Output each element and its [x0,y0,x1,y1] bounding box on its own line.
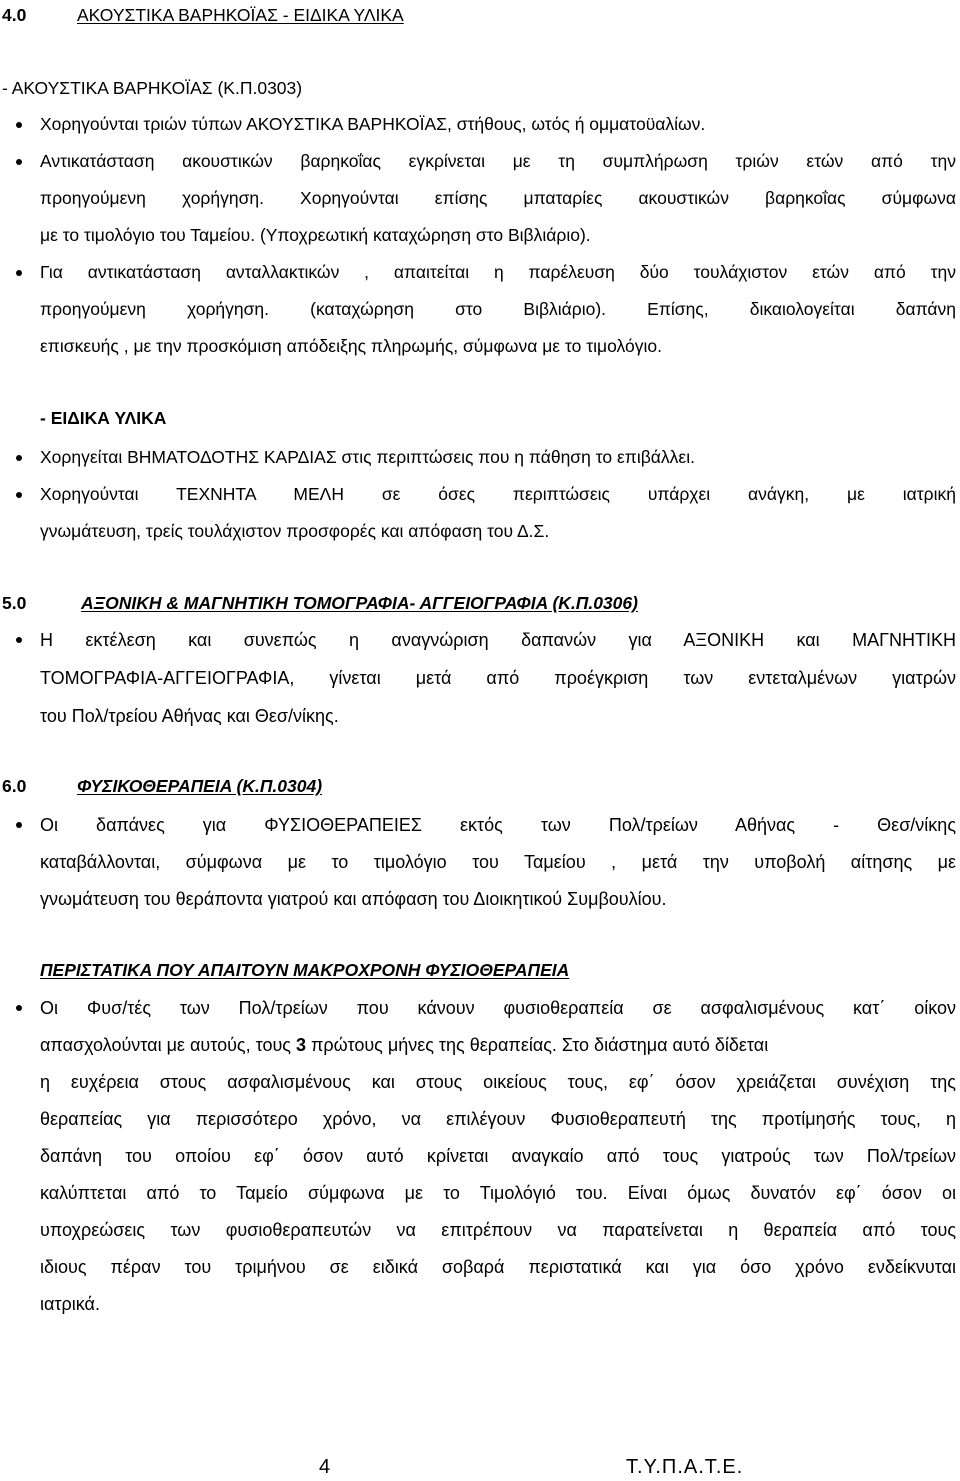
paragraph-line: Οι Φυσ/τές των Πολ/τρείων που κάνουν φυσιοθεραπεία σε ασφαλισμένους κατ΄ οίκον [40,998,956,1018]
paragraph-line: δαπάνη του οποίου εφ΄ όσον αυτό κρίνεται αναγκαίο από τους γιατρούς των Πολ/τρείων [40,1146,956,1166]
paragraph-line: Η εκτέλεση και συνεπώς η αναγνώριση δαπανών για ΑΞΟΝΙΚΗ και ΜΑΓΝΗΤΙΚΗ [40,630,956,650]
section-number: 4.0 [2,5,27,25]
bullet-icon [16,822,22,828]
paragraph-line: του Πολ/τρείου Αθήνας και Θεσ/νίκης. [40,706,339,726]
paragraph-line: προηγούμενη χορήγηση. (καταχώρηση στο Βιβλιάριο). Επίσης, δικαιολογείται δαπάνη [40,299,956,319]
paragraph-line: θεραπείας για περισσότερο χρόνο, να επιλέγουν Φυσιοθεραπευτή της προτίμησής τους, η [40,1109,956,1129]
footer-organization: Τ.Υ.Π.Α.Τ.Ε. [626,1456,744,1478]
bullet-icon [16,455,22,461]
bullet-icon [16,159,22,165]
paragraph-text: απασχολούνται με αυτούς, τους [40,1035,296,1055]
paragraph-line: Χορηγούνται τριών τύπων ΑΚΟΥΣΤΙΚΑ ΒΑΡΗΚΟΪΑΣ, στήθους, ωτός ή ομματοϋαλίων. [40,114,706,134]
bullet-icon [16,492,22,498]
section-number: 5.0 [2,593,27,613]
paragraph-line: με το τιμολόγιο του Ταμείου. (Υποχρεωτική καταχώρηση στο Βιβλιάριο). [40,225,591,245]
paragraph-line: η ευχέρεια στους ασφαλισμένους και στους οικείους τους, εφ΄ όσον χρειάζεται συνέχιση της [40,1072,956,1092]
months-number: 3 [295,1035,306,1055]
page-number: 4 [319,1456,331,1478]
paragraph-line [40,1036,768,1054]
paragraph-line: ιδιους πέραν του τριμήνου σε ειδικά σοβαρά περιστατικά και για όσο χρόνο ενδείκνυται [40,1257,956,1277]
paragraph-line: προηγούμενη χορήγηση. Χορηγούνται επίσης μπαταρίες ακουστικών βαρηκοΐας σύμφωνα [40,188,956,208]
subheading: - ΑΚΟΥΣΤΙΚΑ ΒΑΡΗΚΟΪΑΣ (Κ.Π.0303) [2,78,303,98]
paragraph-line: Αντικατάσταση ακουστικών βαρηκοΐας εγκρίνεται με τη συμπλήρωση τριών ετών από την [40,151,956,171]
paragraph-line: καταβάλλονται, σύμφωνα με το τιμολόγιο του Ταμείου , μετά την υποβολή αίτησης με [40,852,956,872]
paragraph-line: Για αντικατάσταση ανταλλακτικών , απαιτείται η παρέλευση δύο τουλάχιστον ετών από την [40,262,956,282]
paragraph-line: Χορηγείται ΒΗΜΑΤΟΔΟΤΗΣ ΚΑΡΔΙΑΣ στις περιπτώσεις που η πάθηση το επιβάλλει. [40,447,695,467]
paragraph-line: Οι δαπάνες για ΦΥΣΙΟΘΕΡΑΠΕΙΕΣ εκτός των Πολ/τρείων Αθήνας - Θεσ/νίκης [40,815,956,835]
section-title: ΦΥΣΙΚΟΘΕΡΑΠΕΙΑ (Κ.Π.0304) [77,776,323,796]
paragraph-line: ιατρικά. [40,1294,100,1314]
subheading: - ΕΙΔΙΚΑ ΥΛΙΚΑ [40,408,167,428]
paragraph-line: επισκευής , με την προσκόμιση απόδειξης πληρωμής, σύμφωνα με το τιμολόγιο. [40,336,662,356]
paragraph-text: πρώτους μήνες της θεραπείας. Στο διάστημα αυτό δίδεται [306,1035,769,1055]
bullet-icon [16,637,22,643]
paragraph-line: Χορηγούνται ΤΕΧΝΗΤΑ ΜΕΛΗ σε όσες περιπτώσεις υπάρχει ανάγκη, με ιατρική [40,484,956,504]
bullet-icon [16,122,22,128]
bullet-icon [16,1005,22,1011]
bullet-icon [16,270,22,276]
paragraph-line: γνωμάτευση του θεράποντα γιατρού και απόφαση του Διοικητικού Συμβουλίου. [40,889,667,909]
paragraph-line: υποχρεώσεις των φυσιοθεραπευτών να επιτρέπουν να παρατείνεται η θεραπεία από τους [40,1220,956,1240]
paragraph-line: γνωμάτευση, τρείς τουλάχιστον προσφορές και απόφαση του Δ.Σ. [40,521,550,541]
section-title: ΑΚΟΥΣΤΙΚΑ ΒΑΡΗΚΟΪΑΣ - ΕΙΔΙΚΑ ΥΛΙΚΑ [77,5,404,25]
paragraph-line: ΤΟΜΟΓΡΑΦΙΑ-ΑΓΓΕΙΟΓΡΑΦΙΑ, γίνεται μετά από προέγκριση των εντεταλμένων γιατρών [40,668,956,688]
section-title: ΑΞΟΝΙΚΗ & ΜΑΓΝΗΤΙΚΗ ΤΟΜΟΓΡΑΦΙΑ- ΑΓΓΕΙΟΓΡΑΦΙΑ (Κ.Π.0306) [81,593,638,613]
subheading: ΠΕΡΙΣΤΑΤΙΚΑ ΠΟΥ ΑΠΑΙΤΟΥΝ ΜΑΚΡΟΧΡΟΝΗ ΦΥΣΙΟΘΕΡΑΠΕΙΑ [40,960,570,980]
paragraph-line: καλύπτεται από το Ταμείο σύμφωνα με το Τιμολόγιό του. Είναι όμως δυνατόν εφ΄ όσον οι [40,1183,956,1203]
section-number: 6.0 [2,776,27,796]
